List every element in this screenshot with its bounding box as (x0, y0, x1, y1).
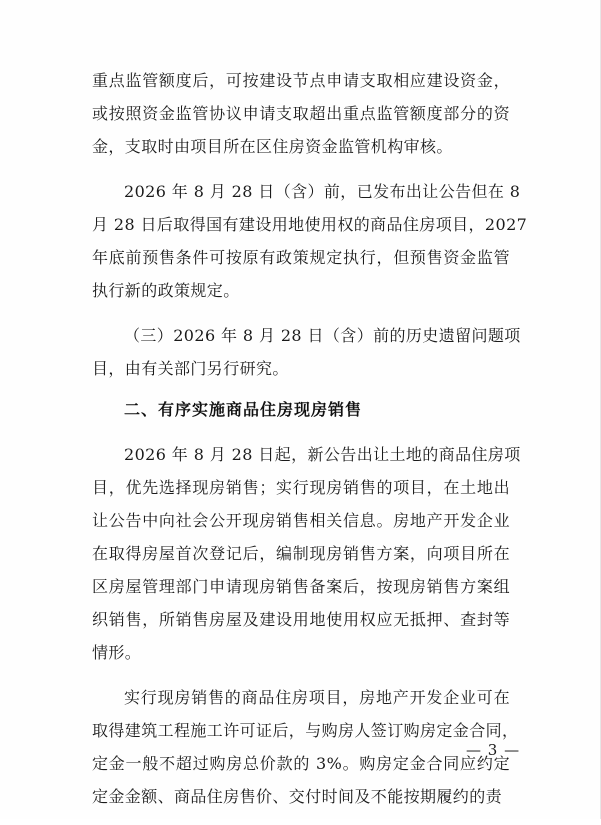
text-line: 重点监管额度后，可按建设节点申请支取相应建设资金， (92, 71, 510, 90)
paragraph-group-before-heading (92, 64, 528, 385)
text-line: 目，由有关部门另行研究。 (92, 359, 289, 378)
text-line: 情形。 (92, 643, 142, 662)
text-line: 在取得房屋首次登记后，编制现房销售方案，向项目所在 (92, 544, 510, 563)
text-line: 目，优先选择现房销售；实行现房销售的项目，在土地出 (92, 478, 510, 497)
paragraph (92, 319, 521, 385)
text-line: 织销售，所销售房屋及建设用地使用权应无抵押、查封等 (92, 610, 510, 629)
paragraph (92, 175, 528, 307)
page-number: — 3 — (466, 741, 521, 759)
text-line: 实行现房销售的商品住房项目，房地产开发企业可在 (124, 688, 510, 707)
paragraph (92, 681, 519, 813)
paragraph (92, 64, 510, 163)
text-line: 让公告中向社会公开现房销售相关信息。房地产开发企业 (92, 511, 510, 530)
text-line: 金，支取时由项目所在区住房资金监管机构审核。 (92, 137, 453, 156)
text-line: 月 28 日后取得国有建设用地使用权的商品住房项目，2027 (92, 215, 528, 234)
text-line: 区房屋管理部门申请现房销售备案后，按现房销售方案组 (92, 577, 510, 596)
section-heading: 二、有序实施商品住房现房销售 (124, 400, 363, 419)
text-line: 定金金额、商品住房售价、交付时间及不能按期履约的责 (92, 787, 503, 806)
text-line: 2026 年 8 月 28 日（含）前，已发布出让公告但在 8 (124, 182, 521, 201)
text-line: （三）2026 年 8 月 28 日（含）前的历史遗留问题项 (124, 326, 521, 345)
text-line: 2026 年 8 月 28 日起，新公告出让土地的商品住房项 (124, 445, 521, 464)
document-body (92, 64, 528, 825)
paragraph-group-after-heading (92, 438, 521, 813)
text-line: 执行新的政策规定。 (92, 281, 240, 300)
text-line: 定金一般不超过购房总价款的 3%。购房定金合同应约定 (92, 754, 510, 773)
text-line: 年底前预售条件可按原有政策规定执行，但预售资金监管 (92, 248, 510, 267)
text-line: 取得建筑工程施工许可证后，与购房人签订购房定金合同， (92, 721, 519, 740)
paragraph (92, 438, 521, 669)
text-line: 或按照资金监管协议申请支取超出重点监管额度部分的资 (92, 104, 510, 123)
